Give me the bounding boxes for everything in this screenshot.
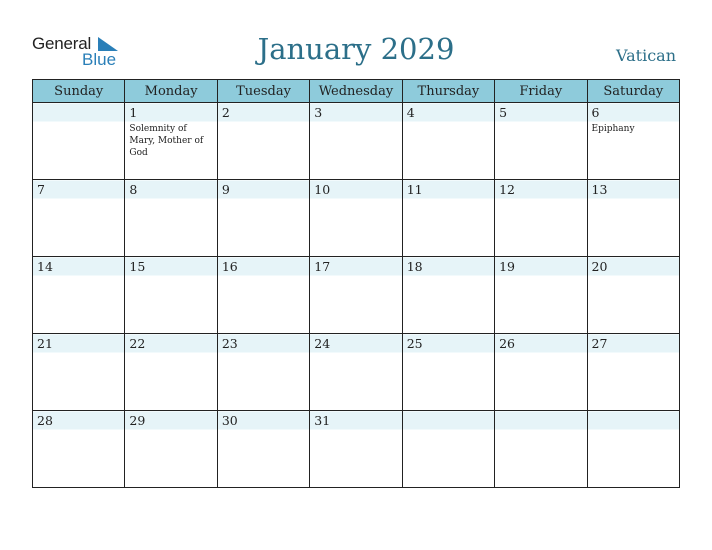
day-number: 28 [37,413,53,428]
day-cell [310,103,402,180]
week-row [33,257,680,334]
day-number: 7 [37,182,45,197]
day-cell [402,180,494,257]
day-number: 1 [129,105,138,120]
day-cell [495,257,587,334]
day-cell [217,257,309,334]
day-number: 12 [499,182,516,197]
day-cell [33,103,125,180]
day-cell [33,411,125,488]
calendar-grid [32,79,680,488]
country-label: Vatican [616,46,676,65]
day-number: 27 [591,336,608,351]
day-number: 31 [314,413,331,428]
day-number [403,411,494,429]
day-number: 23 [221,336,238,351]
day-cell [217,180,309,257]
weekday-header: Saturday [587,80,679,103]
day-number [33,103,124,121]
day-cell [125,257,217,334]
day-number: 17 [314,259,331,274]
day-cell [402,257,494,334]
day-cell [33,257,125,334]
day-number [588,411,679,429]
day-number: 25 [406,336,423,351]
day-cell [495,334,587,411]
weekday-header: Thursday [402,80,494,103]
day-number: 26 [499,336,516,351]
week-row [33,180,680,257]
day-cell [495,103,587,180]
day-number: 2 [221,105,230,120]
day-number: 4 [406,105,415,120]
weekday-header: Tuesday [217,80,309,103]
holiday-label: Epiphany [591,124,635,134]
day-number: 8 [129,182,138,197]
day-number: 14 [37,259,53,274]
week-row [33,334,680,411]
day-number: 15 [129,259,146,274]
day-number: 18 [406,259,423,274]
day-cell [587,180,679,257]
day-number: 3 [314,105,323,120]
weekday-header: Sunday [33,80,125,103]
weekday-header: Wednesday [310,80,402,103]
day-cell [125,180,217,257]
day-cell [402,334,494,411]
day-number: 20 [591,259,608,274]
day-cell [310,411,402,488]
day-cell [217,411,309,488]
weekday-header-row [33,80,680,103]
day-number: 13 [591,182,608,197]
day-number: 6 [591,105,600,120]
week-row [33,411,680,488]
day-cell [587,257,679,334]
week-row [33,103,680,180]
logo-text-blue: Blue [82,50,117,69]
day-cell [587,103,679,180]
holiday-label: Solemnity of Mary, Mother of God [129,124,204,158]
day-number: 19 [499,259,516,274]
calendar-title: January 2029 [257,32,455,66]
day-cell [495,411,587,488]
day-number [495,411,586,429]
day-cell [587,411,679,488]
day-cell [125,103,217,180]
day-number: 5 [499,105,508,120]
day-cell [33,180,125,257]
day-cell [125,411,217,488]
day-cell [125,334,217,411]
day-cell [402,411,494,488]
day-number: 22 [129,336,146,351]
day-cell [310,180,402,257]
day-number: 30 [221,413,238,428]
day-cell [217,103,309,180]
day-number: 11 [406,182,423,197]
day-cell [217,334,309,411]
weekday-header: Friday [495,80,587,103]
day-number: 21 [37,336,53,351]
day-number: 9 [221,182,230,197]
day-number: 24 [314,336,331,351]
day-number: 29 [129,413,146,428]
day-number: 10 [314,182,331,197]
day-number: 16 [221,259,238,274]
day-cell [310,334,402,411]
day-cell [33,334,125,411]
weekday-header: Monday [125,80,217,103]
day-cell [310,257,402,334]
logo-text-general: General [32,34,92,53]
day-cell [402,103,494,180]
day-cell [587,334,679,411]
day-cell [495,180,587,257]
